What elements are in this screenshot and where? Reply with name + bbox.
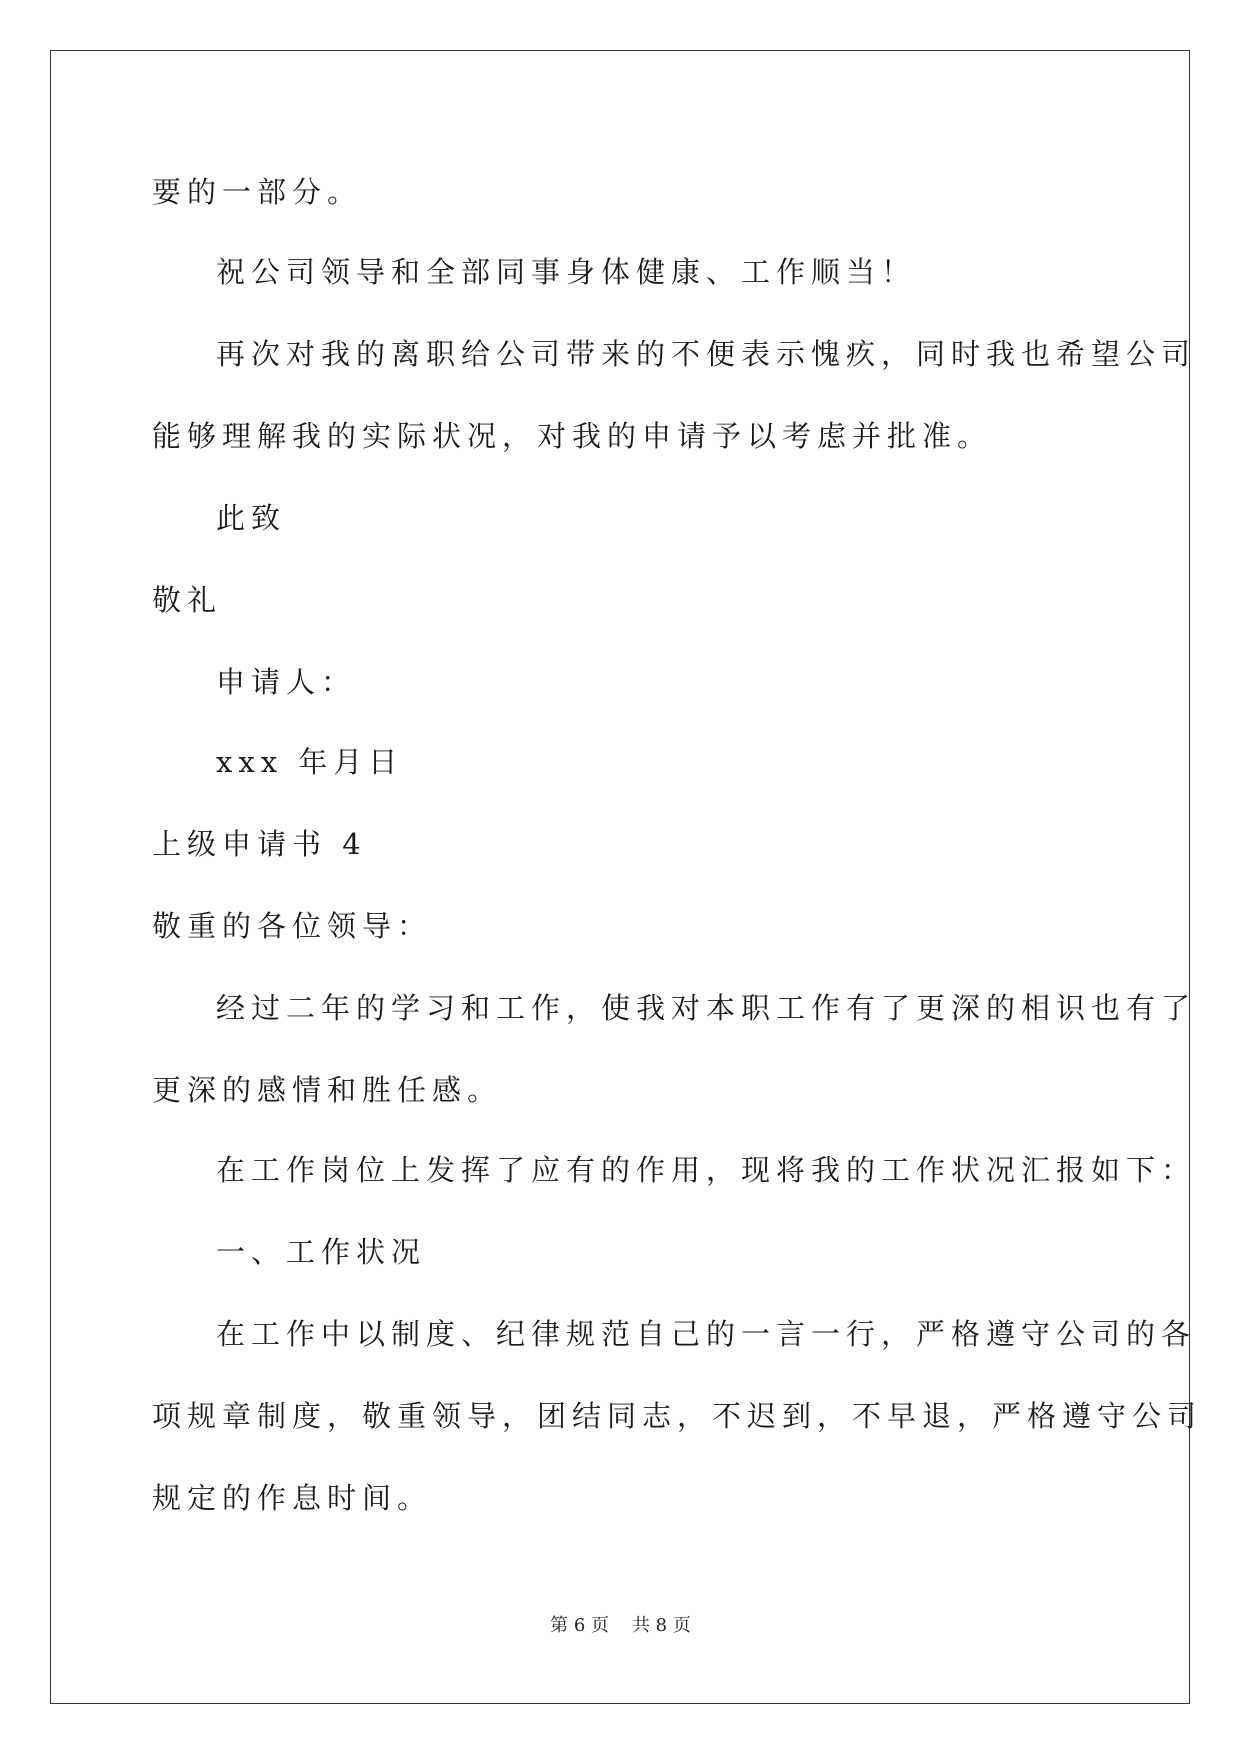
salutation: 敬重的各位领导：	[152, 909, 433, 943]
page-number-footer: 第 6 页 共 8 页	[550, 1615, 691, 1636]
text-line-17: 规定的作息时间。	[152, 1481, 433, 1515]
text-line-5: 此致	[216, 501, 287, 535]
text-line-15: 在工作中以制度、纪律规范自己的一言一行，严格遵守公司的各	[216, 1317, 1197, 1351]
text-line-16: 项规章制度，敬重领导，团结同志，不迟到，不早退，严格遵守公司	[152, 1399, 1203, 1433]
text-line-8: xxx 年月日	[216, 745, 404, 779]
text-line-1: 要的一部分。	[152, 175, 363, 209]
text-line-12: 更深的感情和胜任感。	[152, 1073, 503, 1107]
section-heading: 上级申请书 4	[152, 827, 367, 861]
text-line-7: 申请人：	[216, 665, 357, 699]
text-line-13: 在工作岗位上发挥了应有的作用，现将我的工作状况汇报如下：	[216, 1153, 1197, 1187]
text-line-11: 经过二年的学习和工作，使我对本职工作有了更深的相识也有了	[216, 991, 1197, 1025]
text-line-2: 祝公司领导和全部同事身体健康、工作顺当！	[216, 255, 917, 289]
text-line-6: 敬礼	[152, 583, 223, 617]
text-line-3: 再次对我的离职给公司带来的不便表示愧疚，同时我也希望公司	[216, 337, 1197, 371]
page-border	[50, 50, 1190, 1704]
text-line-14: 一、工作状况	[216, 1235, 427, 1269]
text-line-4: 能够理解我的实际状况，对我的申请予以考虑并批准。	[152, 419, 993, 453]
